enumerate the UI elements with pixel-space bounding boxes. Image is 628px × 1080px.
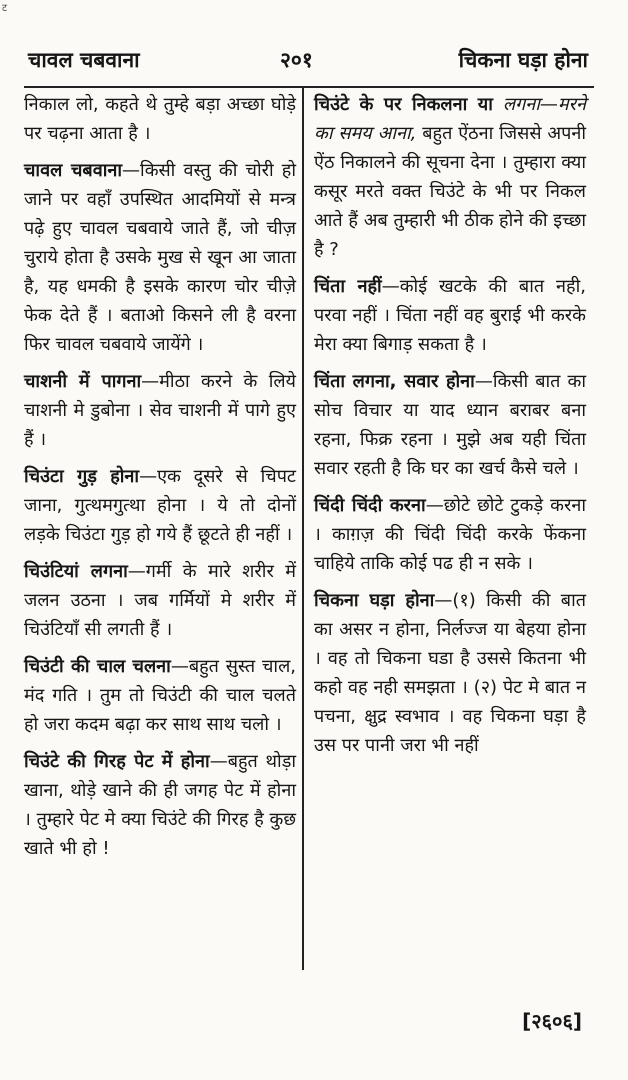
entry-chiunti-ki-chaal xyxy=(24,652,296,739)
entry-text: —एक दूसरे से चिपट जाना, गुत्थमगुत्था होना । ये तो दोनों लड़के चिउंटा गुड़ हो गये हैं छूटते ही नहीं । xyxy=(24,466,296,545)
footer-catalog-code: [२६०६] xyxy=(522,1009,582,1033)
entry-text: —किसी बात का सोच विचार या याद ध्यान बराबर बना रहना, फिक्र रहना । मुझे अब यही चिंता सवार रहती है कि घर का खर्च कैसे चले । xyxy=(314,371,586,479)
left-column xyxy=(24,90,296,871)
entry-chindi-chindi-karna xyxy=(314,491,586,578)
entry-chashni-mein-pagna xyxy=(24,367,296,454)
right-column xyxy=(314,90,586,768)
header-left-term: चावल चबवाना xyxy=(28,48,140,72)
entry-chikna-ghada-hona xyxy=(314,586,586,760)
entry-text: —किसी वस्तु की चोरी हो जाने पर वहाँ उपस्थित आदमियों से मन्त्र पढ़े हुए चावल चबवाये जाते हैं, जो चीज़ चुराये होता है उसके मुख से खून आ जाता है, यह धमकी है इसके कारण चोर चीज़े फेक देते हैं । बताओ किसने ली है वरना फिर चावल चबवाये जायेंगे । xyxy=(24,160,297,355)
entry-head: चिंता लगना, सवार होना xyxy=(314,371,475,392)
entry-text: निकाल लो, कहते थे तुम्हे बड़ा अच्छा घोड़े पर चढ़ना आता है । xyxy=(24,94,296,144)
entry-chawal-chabwana xyxy=(24,156,296,359)
entry-chinta-lagna xyxy=(314,367,586,483)
entry-text: बहुत ऐंठना जिससे अपनी ऐंठ निकालने की सूचना देना । तुम्हारा क्या कसूर मरते वक्त चिउंटे के भी पर निकल आते हैं अब तुम्हारी भी ठीक होने की इच्छा है ? xyxy=(314,123,586,260)
corner-mark: ट xyxy=(2,3,8,14)
entry-head: चिउंटियां लगना xyxy=(24,561,128,582)
entry-head: चावल चबवाना xyxy=(24,160,123,181)
entry-text: —मीठा करने के लिये चाशनी मे डुबोना । सेव चाशनी में पागे हुए हैं । xyxy=(24,371,296,450)
entry-head: चिकना घड़ा होना xyxy=(314,590,435,611)
entry-text: —बहुत थोड़ा खाना, थोड़े खाने की ही जगह पेट में होना । तुम्हारे पेट मे क्या चिउंटे की गिरह है कुछ खाते भी हो ! xyxy=(24,751,296,859)
page-header xyxy=(0,0,628,90)
entry-chiunta-gud-hona xyxy=(24,462,296,549)
entry-head: चिंदी चिंदी करना xyxy=(314,495,426,516)
entry-chiunte-ke-par xyxy=(314,90,586,264)
entry-head: चिंता नहीं xyxy=(314,276,382,297)
entry-head: चाशनी में पागना xyxy=(24,371,142,392)
header-rule xyxy=(24,86,594,88)
entry-head: चिउंटे की गिरह पेट में होना xyxy=(24,751,210,772)
entry-chiuntiyan-lagna xyxy=(24,557,296,644)
entry-continuation xyxy=(24,90,296,148)
entry-chinta-nahin xyxy=(314,272,586,359)
entry-head: चिउंटे के पर निकलना या xyxy=(314,94,493,115)
column-divider xyxy=(302,88,304,970)
entry-text: —गर्मी के मारे शरीर में जलन उठना । जब गर्मियों मे शरीर में चिउंटियाँ सी लगती हैं । xyxy=(24,561,296,640)
entry-text: —छोटे छोटे टुकड़े करना । काग़ज़ की चिंदी चिंदी करके फेंकना चाहिये ताकि कोई पढ ही न सके । xyxy=(314,495,586,574)
entry-chiunte-ki-girah xyxy=(24,747,296,863)
page-number: २०१ xyxy=(280,48,313,72)
entry-gloss: लगना—मरने का समय आना, xyxy=(314,94,586,144)
entry-head: चिउंटा गुड़ होना xyxy=(24,466,140,487)
entry-text: —(१) किसी की बात का असर न होना, निर्लज्ज या बेहया होना । वह तो चिकना घडा है उससे कितना भी कहो वह नही समझता । (२) पेट मे बात न पचना, क्षुद्र स्वभाव । वह चिकना घड़ा है उस पर पानी जरा भी नहीं xyxy=(314,590,586,756)
header-right-term: चिकना घड़ा होना xyxy=(458,48,588,72)
entry-text: —बहुत सुस्त चाल, मंद गति । तुम तो चिउंटी की चाल चलते हो जरा कदम बढ़ा कर साथ साथ चलो । xyxy=(24,656,296,735)
entry-text: —कोई खटके की बात नही, परवा नहीं । चिंता नहीं वह बुराई भी करके मेरा क्या बिगाड़ सकता है । xyxy=(314,276,586,355)
entry-head: चिउंटी की चाल चलना xyxy=(24,656,171,677)
